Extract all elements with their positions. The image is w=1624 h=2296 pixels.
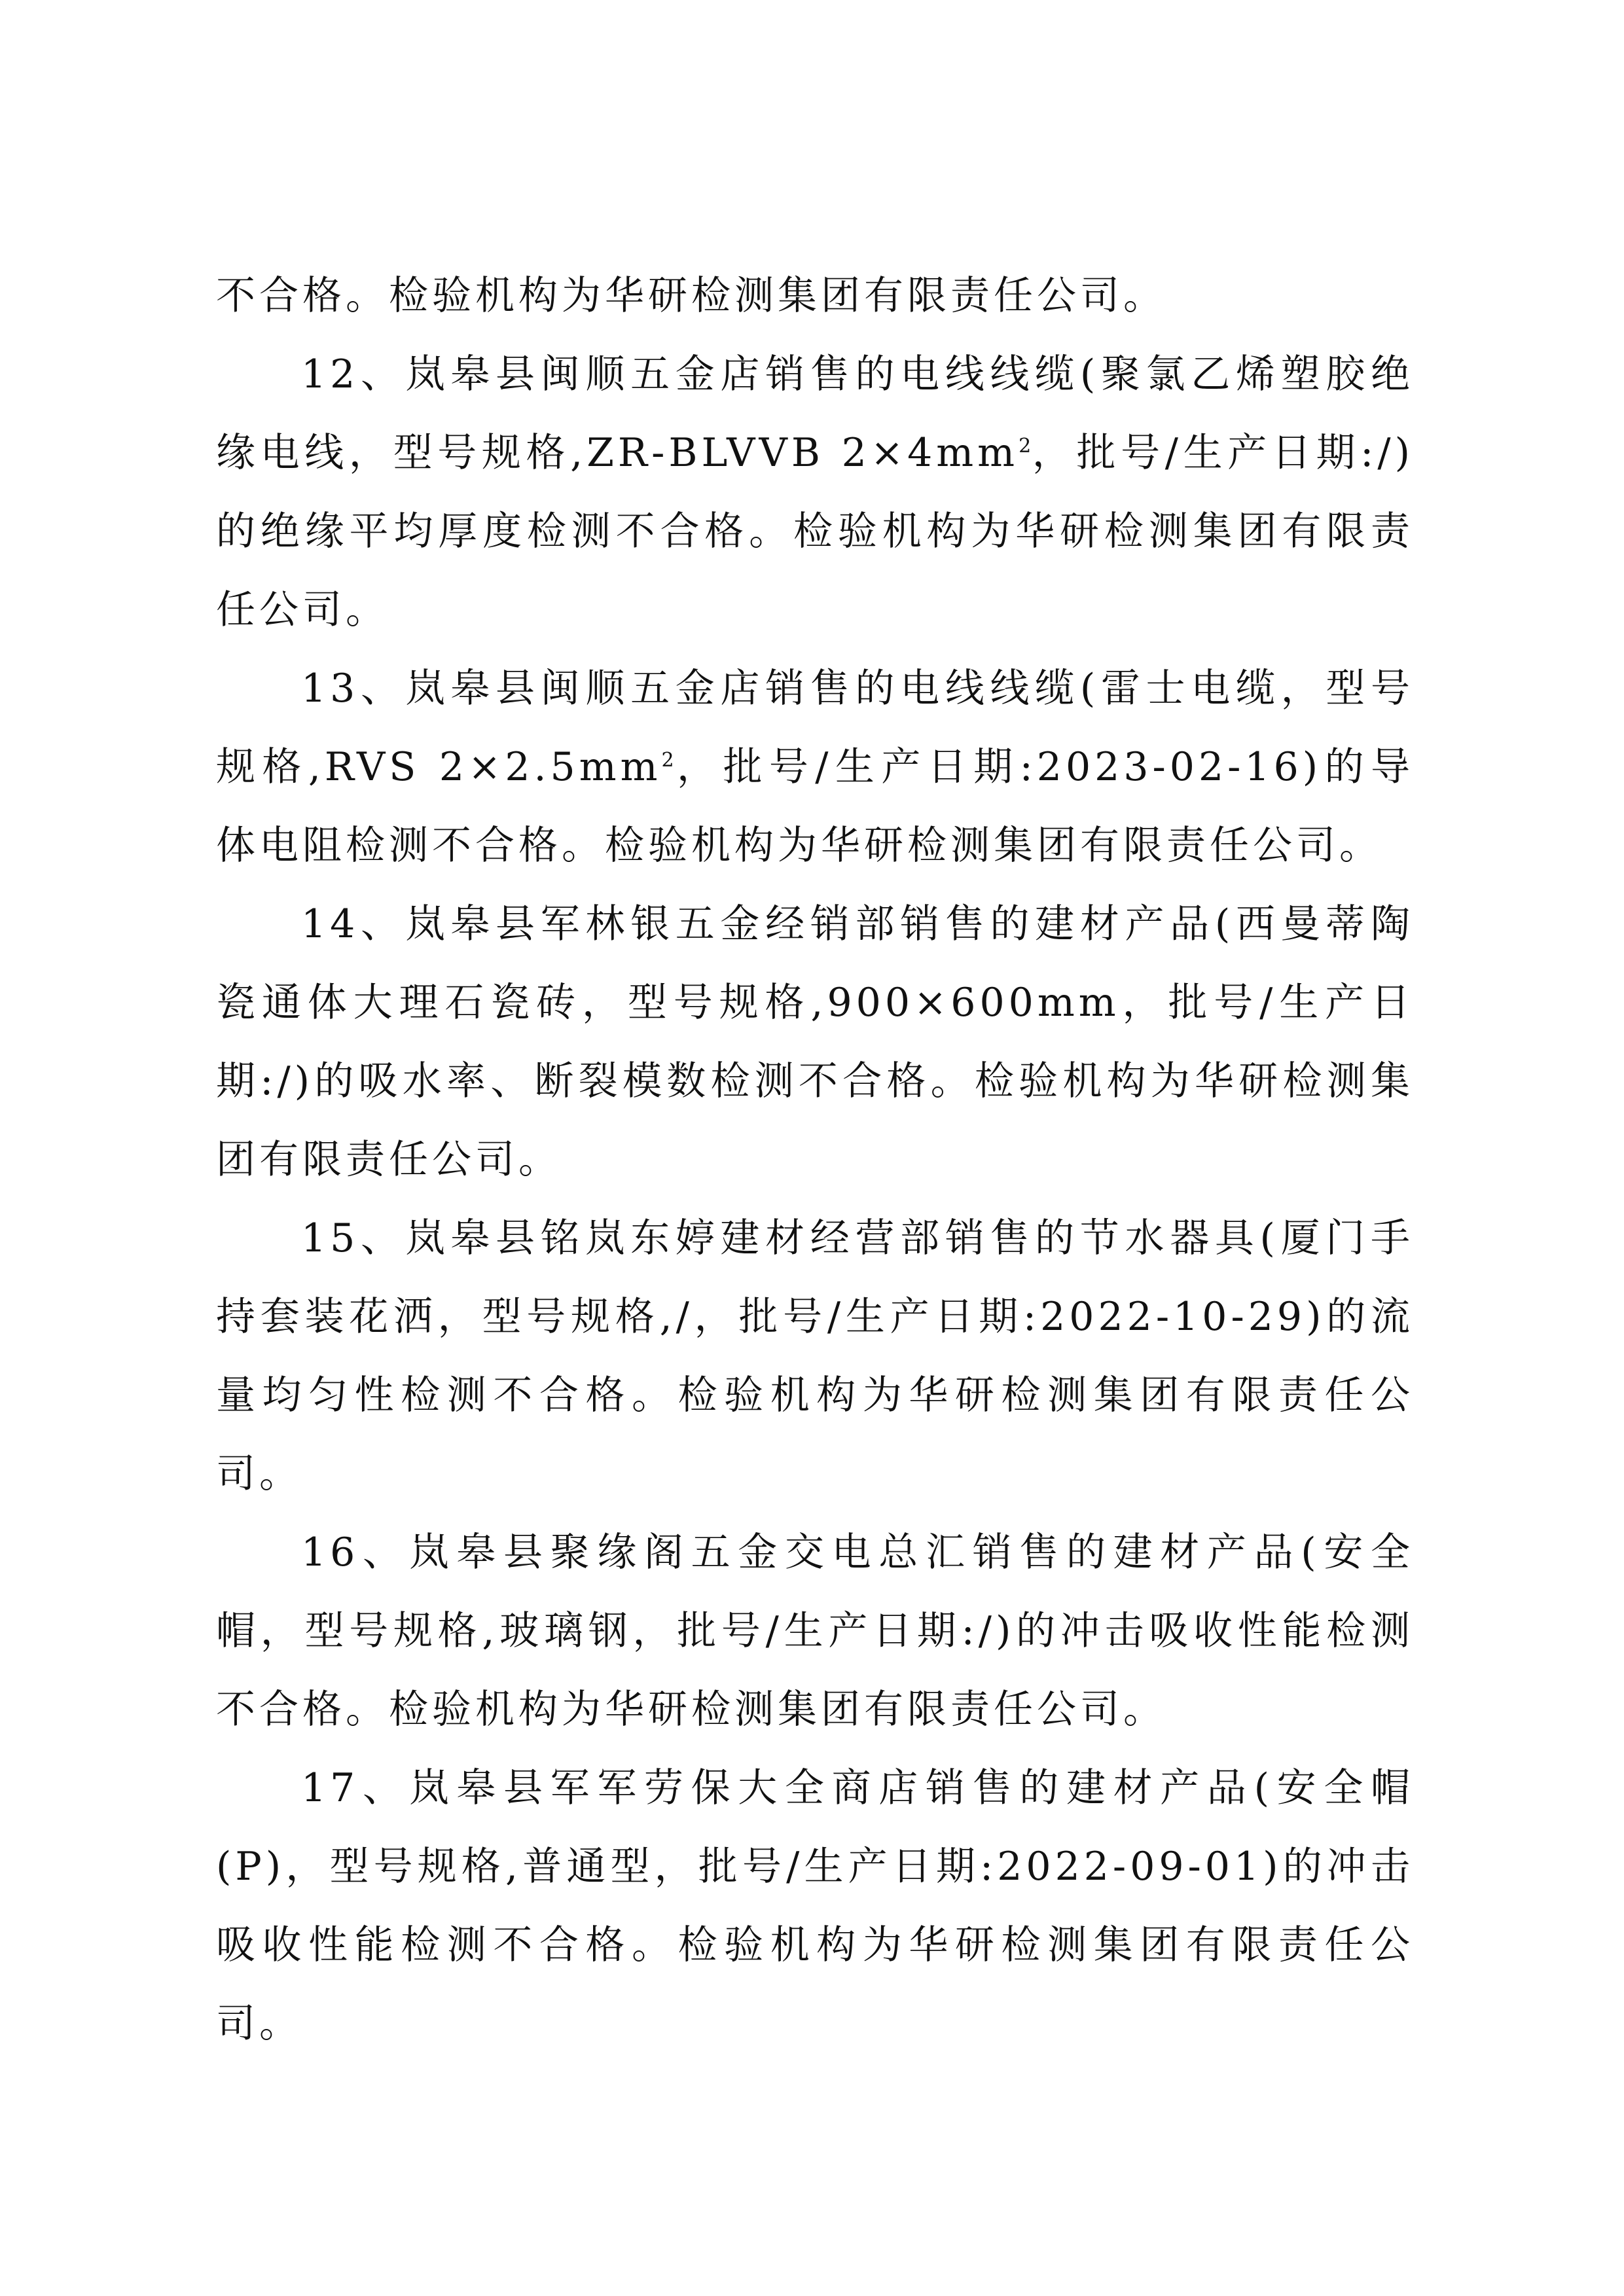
item-13-text-start: 13、岚皋县闽顺五金店销售的电线线缆(雷士电缆，型号规格,RVS 2×2.5mm	[216, 666, 1414, 790]
paragraph-item-13	[216, 649, 1414, 885]
item-12-text-end: ，批号/生产日期:/)的绝缘平均厚度检测不合格。检验机构为华研检测集团有限责任公司。	[216, 430, 1414, 633]
paragraph-item-17: 17、岚皋县军军劳保大全商店销售的建材产品(安全帽(P)，型号规格,普通型，批号/生产日期:2022-09-01)的冲击吸收性能检测不合格。检验机构为华研检测集团有限责任公司。	[216, 1765, 1414, 2047]
item-12-superscript: 2	[1019, 435, 1032, 457]
paragraph-item-12	[216, 335, 1414, 649]
paragraph-item-15: 15、岚皋县铭岚东婷建材经营部销售的节水器具(厦门手持套装花洒，型号规格,/，批号/生产日期:2022-10-29)的流量均匀性检测不合格。检验机构为华研检测集团有限责任公司。	[216, 1215, 1414, 1497]
paragraph-item-16: 16、岚皋县聚缘阁五金交电总汇销售的建材产品(安全帽，型号规格,玻璃钢，批号/生产日期:/)的冲击吸收性能检测不合格。检验机构为华研检测集团有限责任公司。	[216, 1530, 1414, 1732]
item-13-text-end: ，批号/生产日期:2023-02-16)的导体电阻检测不合格。检验机构为华研检测集团有限责任公司。	[216, 744, 1414, 869]
document-body	[216, 257, 1414, 2063]
item-13-superscript: 2	[661, 749, 674, 772]
paragraph-item-14: 14、岚皋县军林银五金经销部销售的建材产品(西曼蒂陶瓷通体大理石瓷砖，型号规格,900×600mm，批号/生产日期:/)的吸水率、断裂模数检测不合格。检验机构为华研检测集团有限责任公司。	[216, 901, 1414, 1183]
paragraph-lead: 不合格。检验机构为华研检测集团有限责任公司。	[216, 273, 1166, 319]
item-12-text-start: 12、岚皋县闽顺五金店销售的电线线缆(聚氯乙烯塑胶绝缘电线，型号规格,ZR-BLVVB 2×4mm	[216, 351, 1414, 476]
